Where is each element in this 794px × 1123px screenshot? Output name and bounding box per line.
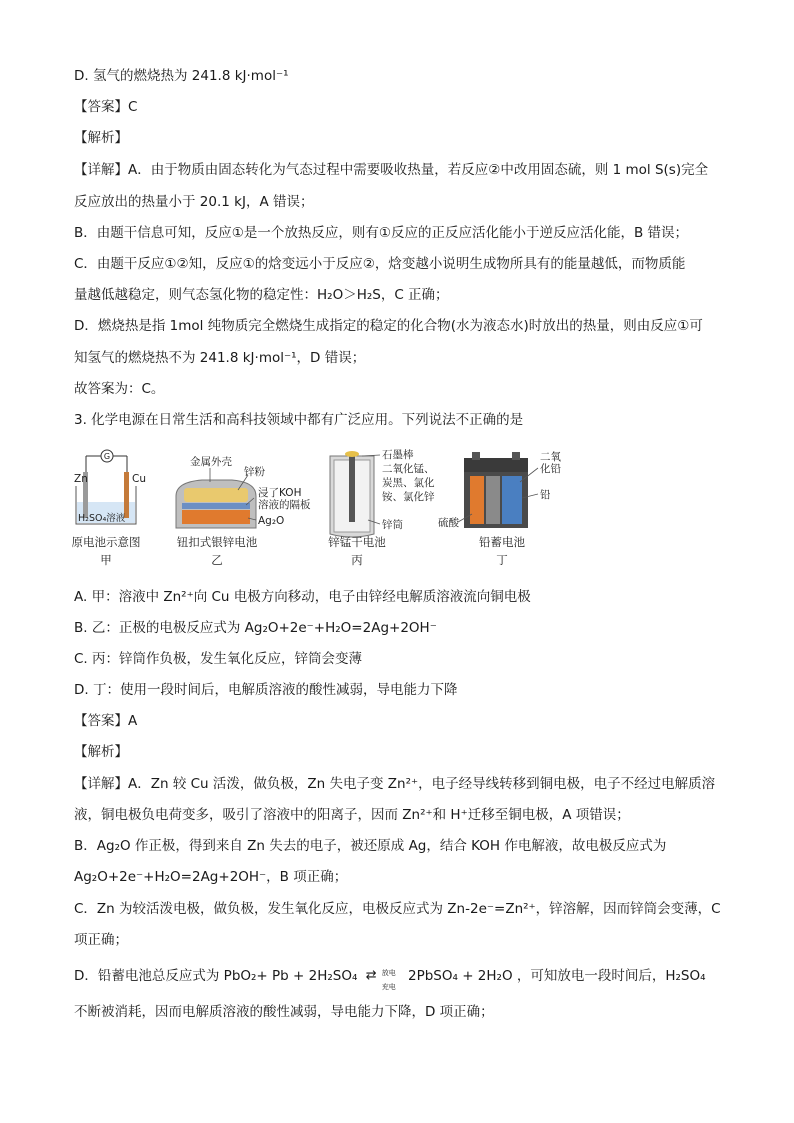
ding-caption: 铅蓄电池 [479,535,525,549]
solution-label: H₂SO₄溶液 [78,513,126,524]
detail2-d-cont: 不断被消耗，因而电解质溶液的酸性减弱，导电能力下降，D 项正确； [74,1004,494,1020]
koh-label-2: 溶液的隔板 [258,499,311,511]
jia-letter: 甲 [100,553,112,567]
reaction-left: D．铅蓄电池总反应式为 PbO₂+ Pb + 2H₂SO₄ [74,968,358,984]
plate-orange [470,476,484,524]
detail2-a: 【详解】A．Zn 较 Cu 活泼，做负极，Zn 失电子变 Zn²⁺，电子经导线转移到铜电极，电子不经过电解质溶 [74,776,716,792]
yi-letter: 乙 [211,553,223,567]
button-cell-diagram [176,455,311,567]
shell-label: 金属外壳 [190,456,232,468]
cu-label: Cu [132,473,146,485]
option-d-prev: D. 氢气的燃烧热为 241.8 kJ·mol⁻¹ [74,68,289,84]
ag2o-layer [182,510,250,524]
ding-letter: 丁 [496,553,508,567]
rod-label: 石墨棒 [382,449,414,461]
galvanometer-label: G [103,452,111,461]
lead-acid-battery-diagram [438,450,561,567]
option-b: B. 乙：正极的电极反应式为 Ag₂O+2e⁻+H₂O=2Ag+2OH⁻ [74,620,437,636]
detail-b: B．由题干信息可知，反应①是一个放热反应，则有①反应的正反应活化能小于逆反应活化能，B 错误； [74,225,689,241]
bing-letter: 丙 [351,553,363,567]
pbo2-label-2: 化铅 [540,463,561,475]
dry-cell-diagram [328,448,435,567]
analysis-label-2: 【解析】 [74,744,128,760]
mix-label-1: 二氧化锰、 [382,463,435,475]
detail-a-cont: 反应放出的热量小于 20.1 kJ，A 错误； [74,194,314,210]
detail2-b: B．Ag₂O 作正极，得到来自 Zn 失去的电子，被还原成 Ag，结合 KOH 作电解液，故电极反应式为 [74,838,667,854]
zinc-label: 锌粉 [244,466,265,478]
reversible-arrow [362,966,404,991]
option-a: A. 甲：溶液中 Zn²⁺向 Cu 电极方向移动，电子由锌经电解质溶液流向铜电极 [74,589,531,605]
galvanic-cell-diagram [72,450,146,567]
cu-electrode [124,472,129,518]
plate-blue [502,476,522,524]
arrow-bottom-label: 充电 [381,983,396,991]
mix-label-2: 炭黑、氯化 [382,477,435,489]
detail-d: D．燃烧热是指 1mol 纯物质完全燃烧生成指定的稳定的化合物(水为液态水)时放出的热量，则由反应①可 [74,318,703,334]
detail-c: C．由题干反应①②知，反应①的焓变远小于反应②，焓变越小说明生成物所具有的能量越低，而物质能 [74,256,686,272]
pbo2-label-1: 二氧 [540,451,561,463]
graphite-rod [349,452,355,522]
detail2-a-cont: 液，铜电极负电荷变多，吸引了溶液中的阳离子，因而 Zn²⁺和 H⁺迁移至铜电极，A 项错误； [74,807,630,823]
detail2-d [74,966,706,991]
can-label: 锌筒 [382,519,403,531]
detail2-c-cont: 项正确； [74,932,128,948]
bing-caption: 锌锰干电池 [328,535,386,549]
option-c: C. 丙：锌筒作负极，发生氧化反应，锌筒会变薄 [74,651,363,667]
mix-label-3: 铵、氯化锌 [382,491,435,503]
answer-label: 【答案】C [74,99,138,115]
question-3: 3. 化学电源在日常生活和高科技领域中都有广泛应用。下列说法不正确的是 [74,412,524,428]
detail-a: 【详解】A．由于物质由固态转化为气态过程中需要吸收热量，若反应②中改用固态硫，则 1 mol S(s)完全 [74,162,709,178]
option-d: D. 丁：使用一段时间后，电解质溶液的酸性减弱，导电能力下降 [74,682,458,698]
arrow-top-label: 放电 [381,969,396,977]
answer-label-2: 【答案】A [74,713,138,729]
conclusion: 故答案为：C。 [74,381,165,397]
detail2-c: C．Zn 为较活泼电极，做负极，发生氧化反应，电极反应式为 Zn-2e⁻=Zn²⁺，锌溶解，因而锌筒会变薄，C [74,901,721,917]
detail-c-cont: 量越低越稳定，则气态氢化物的稳定性：H₂O＞H₂S，C 正确； [74,287,449,303]
jia-caption: 原电池示意图 [72,535,141,549]
zn-label: Zn [74,473,88,485]
ag2o-label: Ag₂O [258,515,285,527]
battery-figure [72,448,562,572]
detail2-b-cont: Ag₂O+2e⁻+H₂O=2Ag+2OH⁻，B 项正确； [74,869,348,885]
reaction-right: 2PbSO₄ + 2H₂O ，可知放电一段时间后，H₂SO₄ [408,968,706,984]
pb-label: 铅 [540,489,551,501]
detail-d-cont: 知氢气的燃烧热不为 241.8 kJ·mol⁻¹，D 错误； [74,350,366,366]
koh-label-1: 浸了KOH [258,487,302,499]
reversible-arrow-icon: ⇄ [365,968,377,983]
analysis-label: 【解析】 [74,130,128,146]
yi-caption: 钮扣式银锌电池 [176,535,258,549]
acid-label: 硫酸 [438,517,459,529]
